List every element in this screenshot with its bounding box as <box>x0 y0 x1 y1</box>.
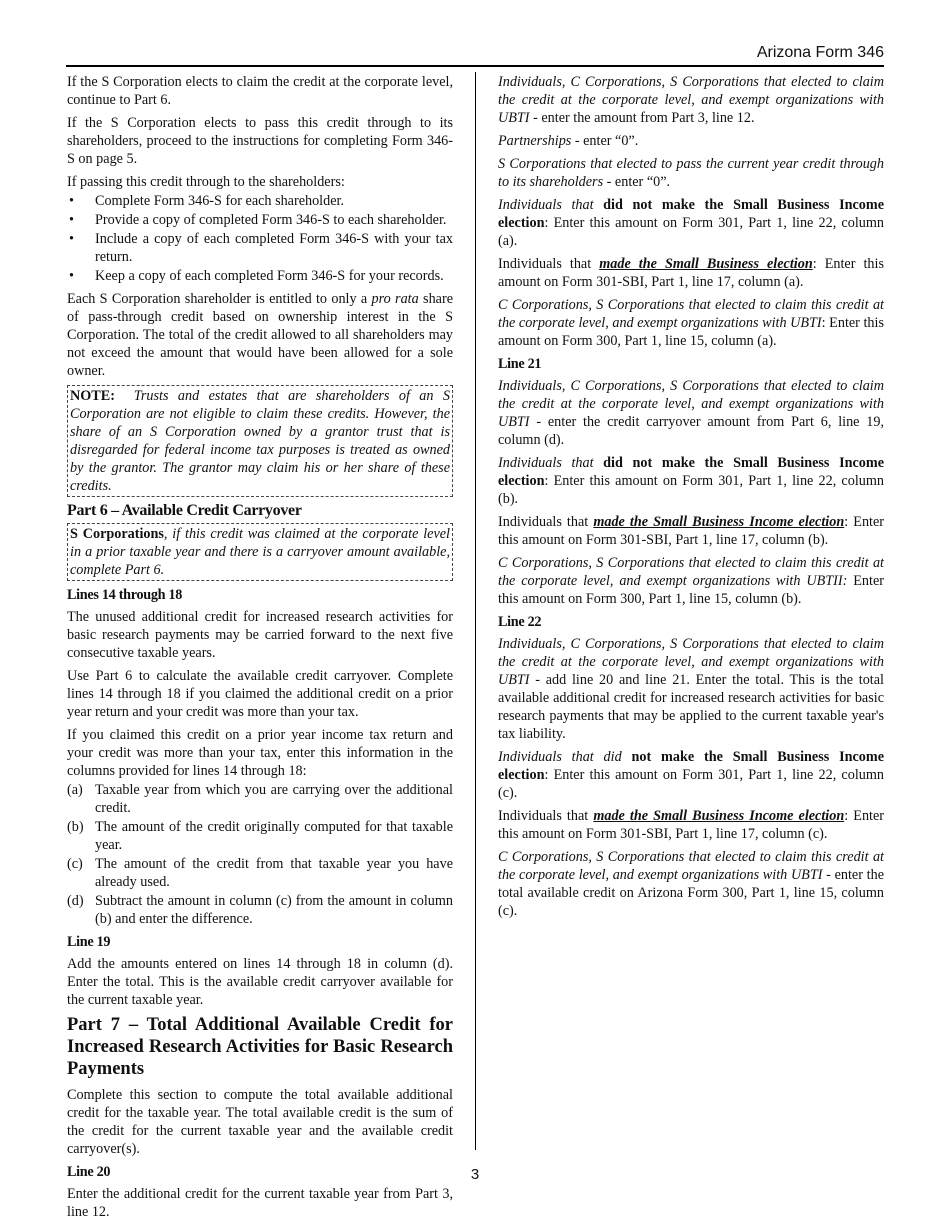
item-label: (a) <box>67 782 83 798</box>
instruction-box <box>67 523 453 581</box>
text: : Enter this amount on Form 300, Part 1, line 15, column (a). <box>498 315 884 349</box>
list-item: • Provide a copy of completed Form 346-S to each shareholder. <box>67 211 453 229</box>
text: add line 20 and line 21. Enter the total. This is the total available additional credit for increased research activities for basic research payments that may be applied to the current taxable year's tax liability. <box>498 672 884 742</box>
note-label: NOTE: <box>70 388 115 404</box>
paragraph: If the S Corporation elects to pass this credit through to its shareholders, proceed to the instructions for completing Form 346-S on page 5. <box>67 115 453 167</box>
paragraph: If the S Corporation elects to claim the credit at the corporate level, continue to Part 6. <box>67 74 453 108</box>
right-column <box>498 73 884 925</box>
text: Partnerships <box>498 133 572 149</box>
item-text: Subtract the amount in column (c) from the amount in column (b) and enter the difference. <box>95 893 453 927</box>
text: : Enter this amount on Form 301, Part 1, line 22, column (b). <box>498 473 884 507</box>
text: did not make the Small Business Income election <box>498 455 884 489</box>
paragraph <box>498 748 884 802</box>
text: enter the credit carryover amount from Part 6, line 19, column (d). <box>498 414 884 448</box>
text: made the Small Business Income election <box>593 514 845 530</box>
alpha-list <box>67 781 453 928</box>
paragraph <box>498 132 884 150</box>
list-item: • Include a copy of each completed Form 346-S with your tax return. <box>67 230 453 266</box>
left-column <box>67 73 453 1226</box>
item-label: (c) <box>67 856 83 872</box>
item-text: The amount of the credit from that taxable year you have already used. <box>95 856 453 890</box>
paragraph <box>498 155 884 191</box>
text: - enter “0”. <box>603 174 671 190</box>
text: made the Small Business Income election <box>593 808 845 824</box>
text: Individuals, C Corporations, S Corporations that elected to claim the credit at the corporate level, and exempt organizations with UBTI - <box>498 636 884 688</box>
text: , if this credit was claimed at the corporate level in a prior taxable year and there is a carryover amount available, complete Part 6. <box>70 526 450 578</box>
list-item: • Complete Form 346-S for each shareholder. <box>67 192 453 210</box>
line-heading: Lines 14 through 18 <box>67 587 183 603</box>
text: Individuals that <box>498 197 604 213</box>
paragraph <box>498 807 884 843</box>
text: Individuals that <box>498 256 600 272</box>
paragraph: The unused additional credit for increased research activities for basic research payments may be carried forward to the next five consecutive taxable years. <box>67 609 453 661</box>
text: : Enter this amount on Form 301-SBI, Part 1, line 17, column (b). <box>498 514 884 548</box>
text: enter the amount from Part 3, line 12. <box>541 110 755 126</box>
text: S Corporations that elected to pass the current year credit through to its shareholders <box>498 156 884 190</box>
list-item <box>67 892 453 928</box>
text: made the Small Business election <box>599 256 813 272</box>
text: - enter the total available credit on Arizona Form 300, Part 1, line 15, column (c). <box>498 867 884 919</box>
paragraph <box>498 73 884 127</box>
paragraph <box>67 290 453 380</box>
paragraph <box>498 196 884 250</box>
text: Individuals that <box>498 455 604 471</box>
list-item <box>67 781 453 817</box>
paragraph <box>498 377 884 449</box>
paragraph <box>498 454 884 508</box>
text: share of pass-through credit based on ownership interest in the S Corporation. The total of the credit allowed to all shareholders may not exceed the amount that would have been allowed for a sole owner. <box>67 291 453 379</box>
text: C Corporations, S Corporations that elected to claim this credit at the corporate level, and exempt organizations with UBTI <box>498 849 884 883</box>
text: Individuals that did <box>498 749 632 765</box>
text: : Enter this amount on Form 301-SBI, Part 1, line 17, column (a). <box>498 256 884 290</box>
header-rule <box>66 65 884 67</box>
column-divider <box>475 72 476 1150</box>
text: Individuals, C Corporations, S Corporations that elected to claim the credit at the corporate level, and exempt organizations with UBTI - <box>498 378 884 430</box>
paragraph: If you claimed this credit on a prior year income tax return and your credit was more than your tax, enter this information in the columns provided for lines 14 through 18: <box>67 727 453 779</box>
text: Individuals, C Corporations, S Corporations that elected to claim the credit at the corporate level, and exempt organizations with UBTI - <box>498 74 884 126</box>
line-heading: Line 20 <box>67 1164 111 1180</box>
page-number: 3 <box>470 1166 480 1183</box>
text: did not make the Small Business Income election <box>498 197 884 231</box>
item-text: The amount of the credit originally computed for that taxable year. <box>95 819 453 853</box>
item-text: Taxable year from which you are carrying over the additional credit. <box>95 782 453 816</box>
paragraph: Enter the additional credit for the current taxable year from Part 3, line 12. <box>67 1186 453 1220</box>
paragraph: Use Part 6 to calculate the available credit carryover. Complete lines 14 through 18 if you claimed the additional credit on a prior year return and your credit was more than your tax. <box>67 668 453 720</box>
text: - enter “0”. <box>571 133 639 149</box>
text: Individuals that <box>498 514 594 530</box>
text: Enter this amount on Form 300, Part 1, line 15, column (b). <box>498 573 884 607</box>
section-heading: Part 7 – Total Additional Available Credit for Increased Research Activities for Basic Research Payments <box>67 1015 453 1079</box>
bullet-list <box>67 192 453 285</box>
line-heading: Line 21 <box>498 356 542 372</box>
list-item: • Keep a copy of each completed Form 346-S for your records. <box>67 267 453 285</box>
list-item <box>67 818 453 854</box>
text: Each S Corporation shareholder is entitled to only a <box>67 291 372 307</box>
paragraph <box>498 513 884 549</box>
note-box <box>67 385 453 497</box>
text: : Enter this amount on Form 301, Part 1, line 22, column (a). <box>498 215 884 249</box>
form-title: Arizona Form 346 <box>756 44 884 61</box>
note-text: Trusts and estates that are shareholders of an S Corporation are not eligible to claim these credits. However, the share of an S Corporation owned by a grantor trust that is disregarded for federal income tax purposes is treated as owned by the grantor. The grantor may claim his or her share of these credits. <box>70 388 451 494</box>
line-heading: Line 22 <box>498 614 542 630</box>
paragraph <box>498 848 884 920</box>
text: : Enter this amount on Form 301-SBI, Part 1, line 17, column (c). <box>498 808 884 842</box>
item-label: (b) <box>67 819 84 835</box>
text: S Corporations <box>70 526 164 542</box>
section-heading: Part 6 – Available Credit Carryover <box>67 502 302 519</box>
line-heading: Line 19 <box>67 934 111 950</box>
text: not make the Small Business Income election <box>498 749 884 783</box>
paragraph: If passing this credit through to the shareholders: <box>67 174 345 190</box>
item-label: (d) <box>67 893 84 909</box>
text: C Corporations, S Corporations that elected to claim this credit at the corporate level, and exempt organizations with UBTII: <box>498 555 884 589</box>
paragraph <box>498 255 884 291</box>
paragraph <box>498 296 884 350</box>
paragraph: Complete this section to compute the total available additional credit for the taxable year. The total available credit is the sum of the credit for the current taxable year and the available credit carryover(s). <box>67 1087 453 1157</box>
text: Individuals that <box>498 808 594 824</box>
list-item <box>67 855 453 891</box>
text: pro rata <box>371 291 419 307</box>
paragraph <box>498 554 884 608</box>
paragraph: Add the amounts entered on lines 14 through 18 in column (d). Enter the total. This is the available credit carryover available for the current taxable year. <box>67 956 453 1008</box>
paragraph <box>498 635 884 743</box>
text: C Corporations, S Corporations that elected to claim this credit at the corporate level, and exempt organizations with UBTI <box>498 297 884 331</box>
text: : Enter this amount on Form 301, Part 1, line 22, column (c). <box>498 767 884 801</box>
